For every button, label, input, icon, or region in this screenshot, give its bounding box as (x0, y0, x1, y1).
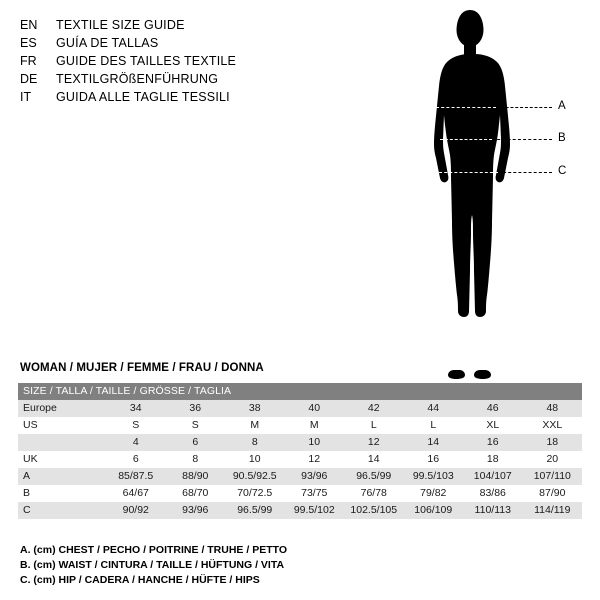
section-title: WOMAN / MUJER / FEMME / FRAU / DONNA (20, 362, 264, 374)
female-silhouette-icon (410, 8, 530, 380)
row-label: A (23, 470, 31, 482)
row-label: B (23, 487, 31, 499)
table-cell: 38 (248, 402, 261, 414)
language-code: EN (20, 18, 38, 32)
table-cell: 99.5/102 (293, 504, 335, 516)
table-cell: 88/90 (182, 470, 209, 482)
table-cell: 6 (132, 453, 139, 465)
table-cell: S (132, 419, 140, 431)
measure-label-a: A (558, 100, 566, 112)
table-cell: 107/110 (533, 470, 571, 482)
table-cell: 68/70 (182, 487, 209, 499)
waist-measure-line-inner (440, 139, 492, 140)
table-cell: S (191, 419, 199, 431)
size-table-wrapper (18, 383, 582, 519)
table-cell: 90.5/92.5 (232, 470, 277, 482)
table-cell: 93/96 (301, 470, 328, 482)
table-cell: 106/109 (414, 504, 453, 516)
language-row (20, 88, 380, 106)
language-row (20, 70, 380, 88)
row-label: Europe (23, 402, 57, 414)
table-cell: 16 (427, 453, 440, 465)
table-cell: 44 (427, 402, 440, 414)
table-row (18, 400, 582, 417)
table-cell: 96.5/99 (237, 504, 273, 516)
row-label: UK (23, 453, 38, 465)
language-code: FR (20, 54, 37, 68)
row-label: C (23, 504, 31, 516)
language-code: ES (20, 36, 37, 50)
table-row (18, 468, 582, 485)
table-header-cell: SIZE / TALLA / TAILLE / GRÖSSE / TAGLIA (23, 385, 232, 397)
table-cell: L (370, 419, 377, 431)
table-header-row (18, 383, 582, 400)
measurement-legend (20, 543, 560, 588)
table-cell: 40 (308, 402, 321, 414)
language-row (20, 52, 380, 70)
measure-label-b: B (558, 132, 566, 144)
table-cell: 99.5/103 (412, 470, 454, 482)
waist-measure-line-outer (492, 139, 552, 140)
language-row (20, 16, 380, 34)
table-cell: 96.5/99 (356, 470, 392, 482)
chest-measure-line-inner (436, 107, 496, 108)
table-cell: 110/113 (474, 504, 511, 516)
legend-item-c: C. (cm) HIP / CADERA / HANCHE / HÜFTE / HIPS (20, 574, 260, 586)
table-cell: 20 (546, 453, 559, 465)
table-row (18, 451, 582, 468)
table-cell: 76/78 (360, 487, 387, 499)
table-cell: 87/90 (539, 487, 566, 499)
language-text: GUIDA ALLE TAGLIE TESSILI (56, 90, 230, 104)
table-cell: 73/75 (301, 487, 328, 499)
table-cell: 8 (251, 436, 258, 448)
table-cell: 102.5/105 (350, 504, 398, 516)
table-row (18, 502, 582, 519)
table-row (18, 485, 582, 502)
language-list (20, 16, 380, 106)
table-cell: M (309, 419, 319, 431)
table-row (18, 417, 582, 434)
language-text: TEXTILE SIZE GUIDE (56, 18, 185, 32)
table-cell: 8 (192, 453, 199, 465)
row-label: US (23, 419, 38, 431)
table-cell: 18 (546, 436, 559, 448)
language-code: DE (20, 72, 38, 86)
hip-measure-line-outer (498, 172, 552, 173)
table-row (18, 434, 582, 451)
table-cell: 34 (129, 402, 142, 414)
table-cell: 4 (132, 436, 139, 448)
row-label (18, 434, 106, 451)
table-cell: 83/86 (479, 487, 506, 499)
table-cell: 18 (486, 453, 499, 465)
hip-measure-line-inner (434, 172, 498, 173)
table-cell: 10 (248, 453, 261, 465)
table-cell: 90/92 (122, 504, 149, 516)
table-cell: L (430, 419, 437, 431)
body-figure-area (400, 8, 590, 380)
table-cell: 16 (486, 436, 499, 448)
table-cell: 46 (486, 402, 499, 414)
table-cell: XXL (542, 419, 563, 431)
language-text: GUIDE DES TAILLES TEXTILE (56, 54, 237, 68)
table-cell: XL (486, 419, 500, 431)
language-row (20, 34, 380, 52)
table-cell: 10 (308, 436, 321, 448)
language-code: IT (20, 90, 32, 104)
table-cell: 70/72.5 (237, 487, 273, 499)
measure-label-c: C (558, 165, 567, 177)
table-cell: 114/119 (534, 504, 571, 516)
table-cell: 14 (427, 436, 440, 448)
table-cell: 42 (367, 402, 380, 414)
table-cell: 104/107 (473, 470, 512, 482)
table-cell: 12 (367, 436, 380, 448)
table-cell: 79/82 (420, 487, 447, 499)
chest-measure-line-outer (496, 107, 552, 108)
table-cell: 12 (308, 453, 321, 465)
table-cell: 64/67 (122, 487, 149, 499)
table-cell: 93/96 (182, 504, 209, 516)
size-table (18, 383, 582, 519)
legend-item-a: A. (cm) CHEST / PECHO / POITRINE / TRUHE / PETTO (20, 544, 288, 556)
language-text: GUÍA DE TALLAS (56, 36, 159, 50)
table-cell: 14 (367, 453, 380, 465)
table-cell: 48 (546, 402, 559, 414)
table-cell: 36 (189, 402, 202, 414)
language-text: TEXTILGRÖßENFÜHRUNG (56, 72, 219, 86)
legend-item-b: B. (cm) WAIST / CINTURA / TAILLE / HÜFTUNG / VITA (20, 559, 285, 571)
table-cell: 85/87.5 (118, 470, 154, 482)
table-cell: 6 (192, 436, 199, 448)
table-cell: M (250, 419, 260, 431)
